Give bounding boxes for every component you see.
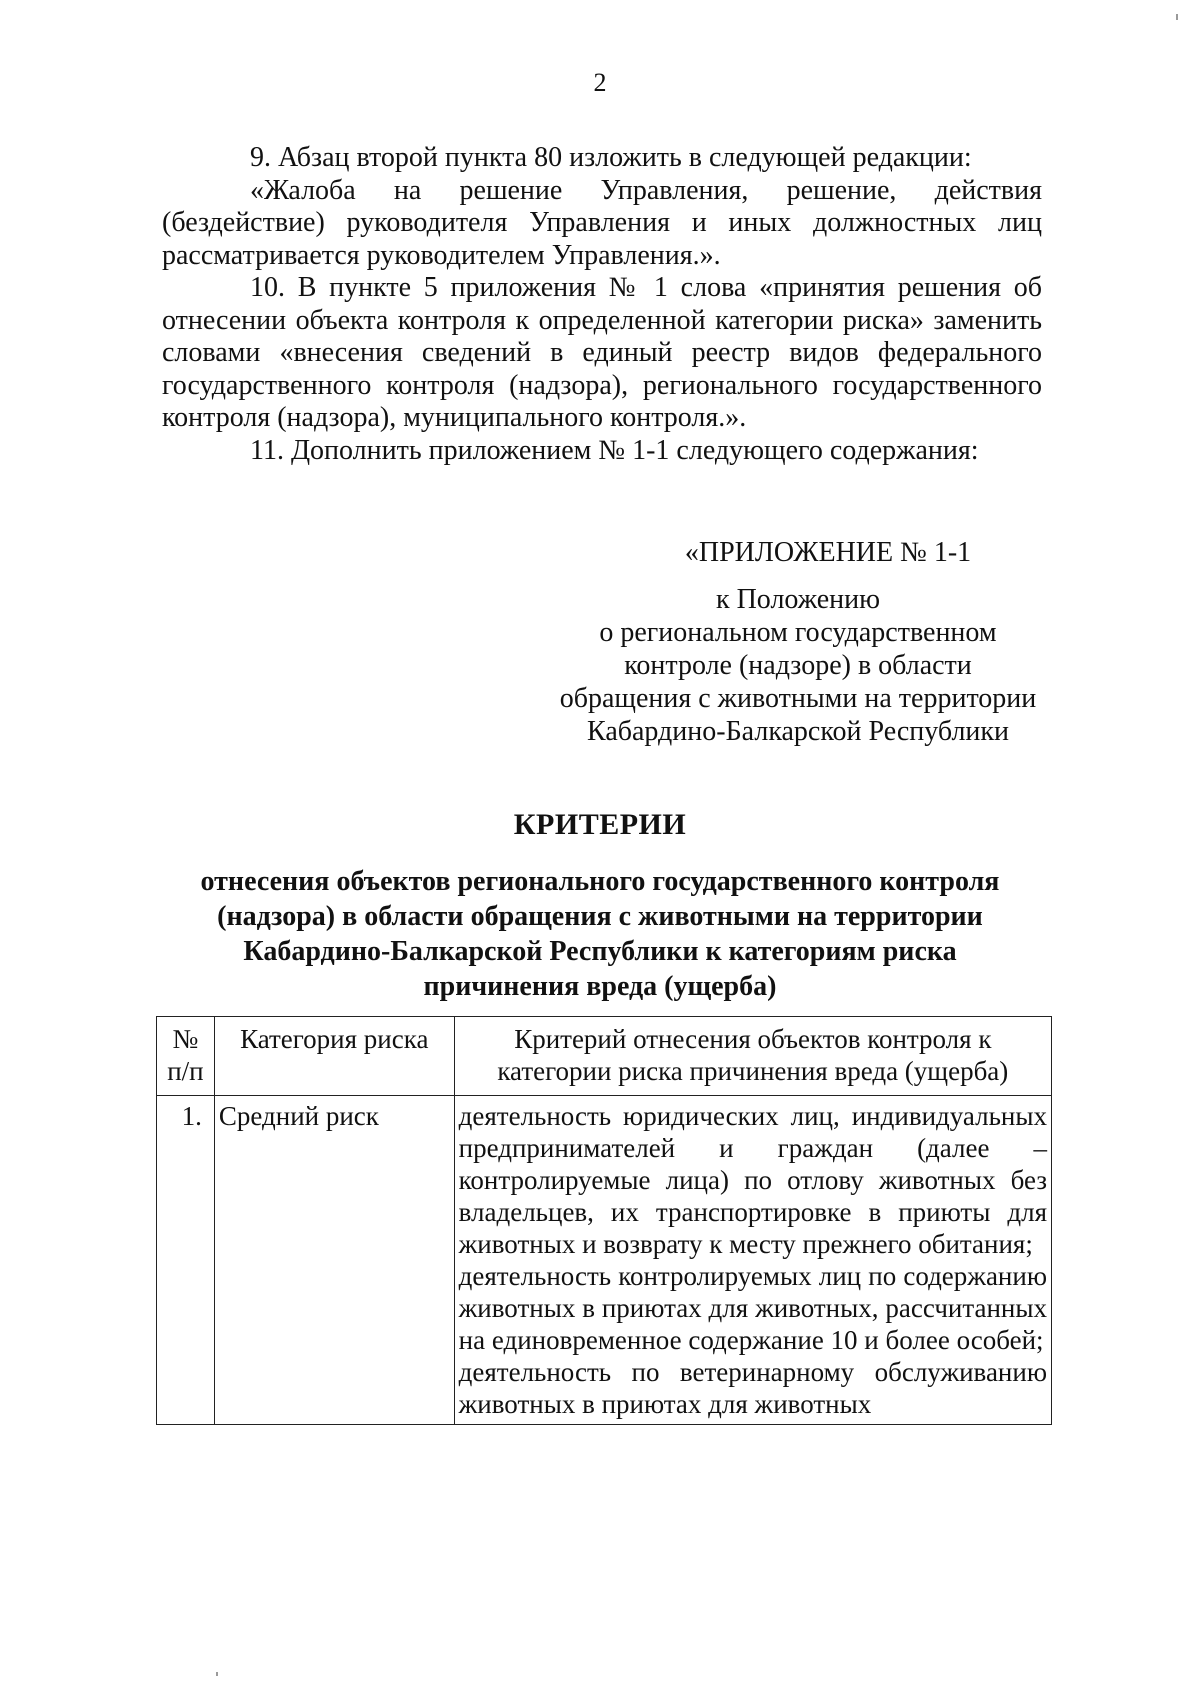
- row-criteria: [454, 1096, 1051, 1425]
- table-row: [157, 1096, 1052, 1425]
- header-criteria: Критерий отнесения объектов контроля к категории риска причинения вреда (ущерба): [454, 1017, 1051, 1096]
- scan-artifact: [216, 1672, 218, 1676]
- appendix-line: обращения с животными на территории: [559, 683, 1037, 714]
- appendix-line: контроле (надзоре) в области: [624, 650, 972, 681]
- heading-subtitle-line: (надзора) в области обращения с животными на территории: [217, 901, 983, 932]
- appendix-title: «ПРИЛОЖЕНИЕ № 1-1: [684, 537, 972, 568]
- criteria-item: деятельность по ветеринарному обслуживанию животных в приютах для животных: [458, 1357, 1047, 1419]
- appendix-line: Кабардино-Балкарской Республики: [587, 716, 1009, 747]
- row-number: 1.: [157, 1096, 215, 1425]
- page-number: 2: [593, 68, 607, 97]
- paragraph-item-11: 11. Дополнить приложением № 1-1 следующего содержания:: [250, 434, 979, 466]
- table-header: [157, 1017, 1052, 1096]
- paragraph-item-9: 9. Абзац второй пункта 80 изложить в следующей редакции:: [250, 142, 972, 173]
- heading-subtitle-line: Кабардино-Балкарской Республики к категориям риска: [243, 936, 957, 967]
- paragraph-complaint-quote: «Жалоба на решение Управления, решение, действия (бездействие) руководителя Управления и иных должностных лиц рассматривается руководителем Управления.».: [162, 174, 1042, 271]
- scan-artifact: [1176, 14, 1178, 20]
- header-risk-category: Категория риска: [214, 1017, 454, 1096]
- criteria-item: деятельность контролируемых лиц по содержанию животных в приютах для животных, рассчитанных на единовременное содержание 10 и более особей;: [458, 1261, 1047, 1355]
- criteria-heading: [162, 808, 1038, 1004]
- header-number: № п/п: [157, 1017, 215, 1096]
- heading-subtitle-line: отнесения объектов регионального государственного контроля: [200, 866, 1000, 897]
- appendix-header: [558, 536, 1038, 748]
- amendment-text: [162, 142, 1042, 467]
- appendix-line: к Положению: [715, 584, 881, 615]
- appendix-line: о региональном государственном: [599, 617, 997, 648]
- criteria-table: [156, 1016, 1052, 1425]
- criteria-item: деятельность юридических лиц, индивидуальных предпринимателей и граждан (далее – контролируемые лица) по отлову животных без владельцев, их транспортировке в приюты для животных и возврату к месту прежнего обитания;: [458, 1101, 1047, 1259]
- paragraph-item-10: 10. В пункте 5 приложения № 1 слова «принятия решения об отнесении объекта контроля к определенной категории риска» заменить словами «внесения сведений в единый реестр видов федерального государственного контроля (надзора), регионального государственного контроля (надзора), муниципального контроля.».: [162, 272, 1042, 433]
- heading-title: КРИТЕРИИ: [513, 808, 687, 841]
- row-risk-category: Средний риск: [214, 1096, 454, 1425]
- table-header-row: [157, 1017, 1052, 1096]
- heading-subtitle-line: причинения вреда (ущерба): [423, 971, 777, 1002]
